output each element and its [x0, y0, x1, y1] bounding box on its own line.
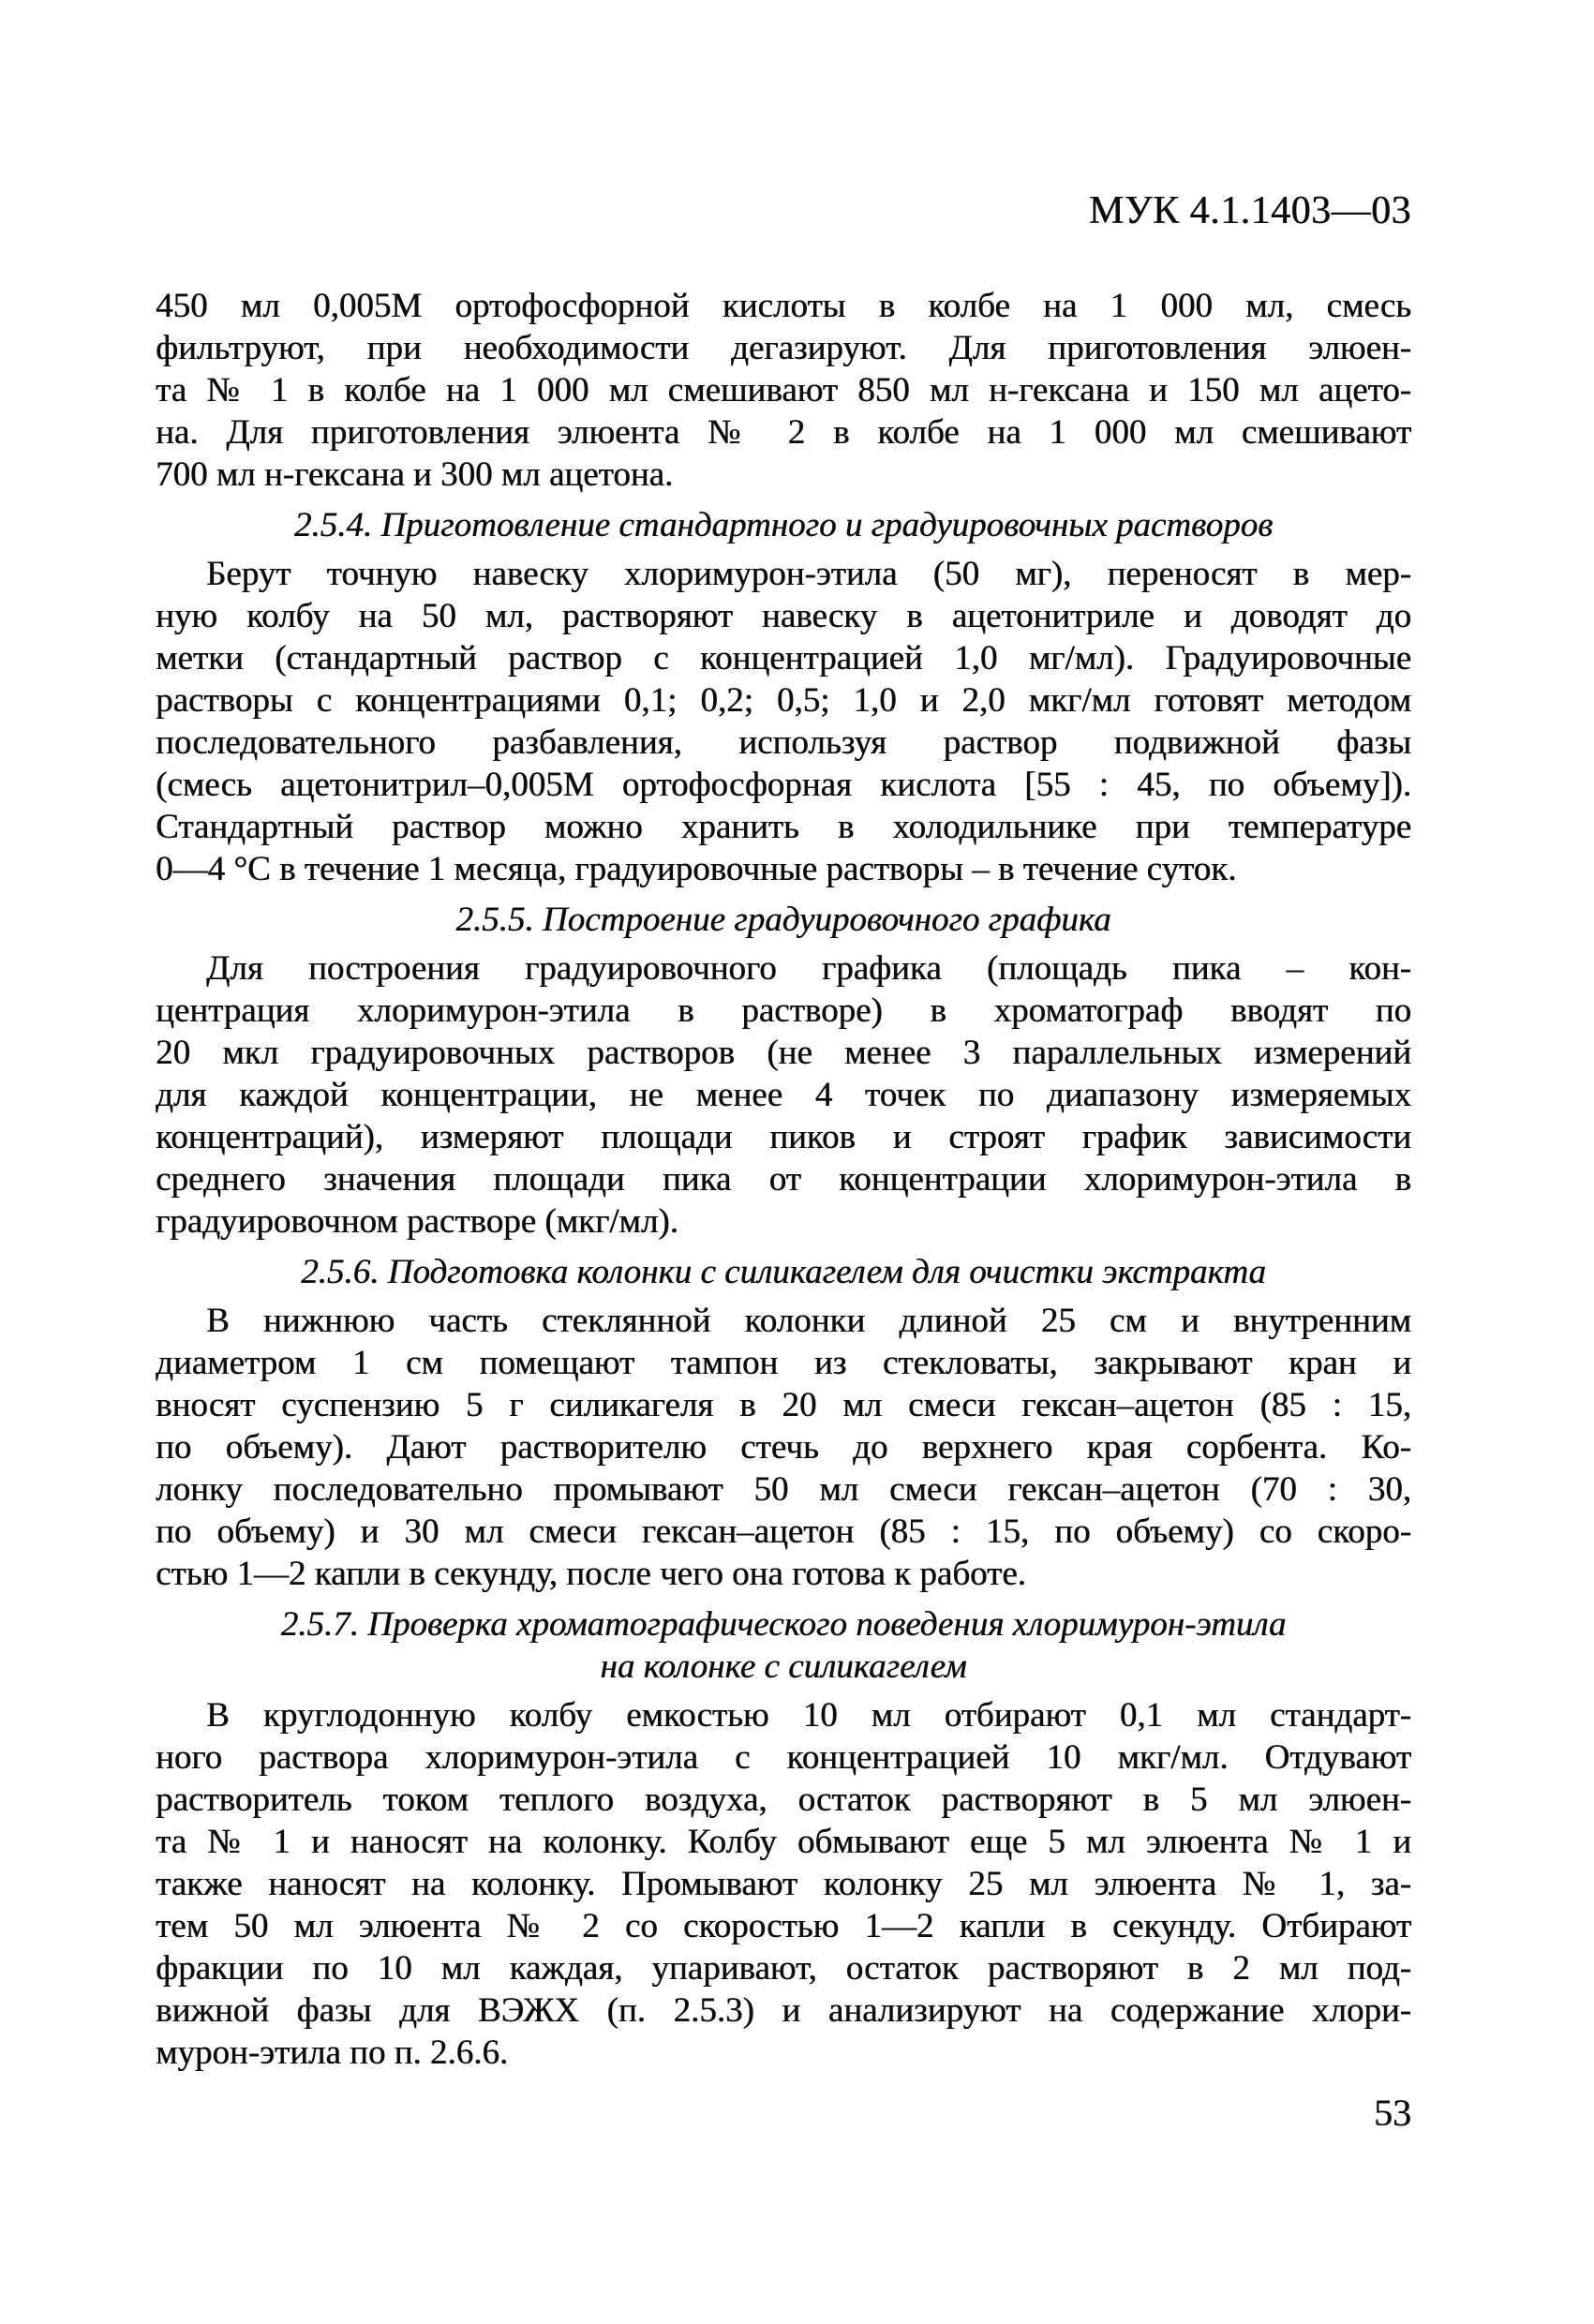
text-line: центрация хлоримурон-этила в растворе) в хроматограф вводят по — [156, 991, 1411, 1030]
text-line: вижной фазы для ВЭЖХ (п. 2.5.3) и анализируют на содержание хлори- — [156, 1991, 1411, 2030]
text-line: вносят суспензию 5 г силикагеля в 20 мл смеси гексан–ацетон (85 : 15, — [156, 1386, 1411, 1424]
paragraph — [156, 553, 1411, 890]
text-line: на. Для приготовления элюента № 2 в колбе на 1 000 мл смешивают — [156, 413, 1411, 452]
text-line: диаметром 1 см помещают тампон из стекловаты, закрывают кран и — [156, 1344, 1411, 1382]
section-heading — [156, 1251, 1411, 1293]
text-line: 700 мл н-гексана и 300 мл ацетона. — [156, 455, 674, 494]
text-line: В нижнюю часть стеклянной колонки длиной 25 см и внутренним — [206, 1302, 1411, 1340]
page-number: 53 — [1374, 2092, 1411, 2134]
text-line: тем 50 мл элюента № 2 со скоростью 1—2 капли в секунду. Отбирают — [156, 1907, 1411, 1945]
text-line: по объему). Дают растворителю стечь до верхнего края сорбента. Ко- — [156, 1428, 1411, 1467]
text-line: Берут точную навеску хлоримурон-этила (50 мг), переносят в мер- — [206, 555, 1411, 593]
text-line: растворы с концентрациями 0,1; 0,2; 0,5; 1,0 и 2,0 мкг/мл готовят методом — [156, 681, 1411, 720]
paragraph — [156, 285, 1411, 496]
text-line: концентраций), измеряют площади пиков и строят график зависимости — [156, 1118, 1411, 1156]
text-line: ную колбу на 50 мл, растворяют навеску в ацетонитриле и доводят до — [156, 597, 1411, 635]
text-line: последовательного разбавления, используя раствор подвижной фазы — [156, 723, 1411, 762]
paragraph — [156, 947, 1411, 1243]
text-line: стью 1—2 капли в секунду, после чего она готова к работе. — [156, 1555, 1026, 1593]
text-line: ного раствора хлоримурон-этила с концентрацией 10 мкг/мл. Отдувают — [156, 1738, 1411, 1777]
text-line: метки (стандартный раствор с концентрацией 1,0 мг/мл). Градуировочные — [156, 639, 1411, 678]
section-heading — [156, 1603, 1411, 1688]
heading-line: 2.5.4. Приготовление стандартного и градуировочных растворов — [293, 506, 1274, 544]
text-line: та № 1 в колбе на 1 000 мл смешивают 850 мл н-гексана и 150 мл ацето- — [156, 371, 1411, 410]
paragraph — [156, 1300, 1411, 1595]
document-code: МУК 4.1.1403—03 — [1088, 189, 1411, 232]
heading-line: 2.5.6. Подготовка колонки с силикагелем для очистки экстракта — [301, 1253, 1266, 1291]
section-heading — [156, 899, 1411, 941]
text-line: 20 мкл градуировочных растворов (не менее 3 параллельных измерений — [156, 1034, 1411, 1072]
text-line: (смесь ацетонитрил–0,005М ортофосфорная кислота [55 : 45, по объему]). — [156, 766, 1411, 804]
text-line: для каждой концентрации, не менее 4 точек по диапазону измеряемых — [156, 1076, 1411, 1114]
text-line: 0—4 °С в течение 1 месяца, градуировочные растворы – в течение суток. — [156, 850, 1237, 888]
text-line: Для построения градуировочного графика (площадь пика – кон- — [206, 949, 1411, 988]
section-heading — [156, 504, 1411, 546]
heading-line: на колонке с силикагелем — [600, 1647, 967, 1686]
text-line: также наносят на колонку. Промывают колонку 25 мл элюента № 1, за- — [156, 1865, 1411, 1903]
text-line: лонку последовательно промывают 50 мл смеси гексан–ацетон (70 : 30, — [156, 1470, 1411, 1509]
heading-line: 2.5.7. Проверка хроматографического поведения хлоримурон-этила — [280, 1605, 1287, 1644]
text-line: В круглодонную колбу емкостью 10 мл отбирают 0,1 мл стандарт- — [206, 1696, 1411, 1735]
text-body — [156, 285, 1411, 2074]
text-line: мурон-этила по п. 2.6.6. — [156, 2034, 509, 2072]
text-line: растворитель током теплого воздуха, остаток растворяют в 5 мл элюен- — [156, 1780, 1411, 1819]
paragraph — [156, 1694, 1411, 2074]
text-line: градуировочном растворе (мкг/мл). — [156, 1202, 678, 1241]
text-line: среднего значения площади пика от концентрации хлоримурон-этила в — [156, 1160, 1411, 1199]
text-line: та № 1 и наносят на колонку. Колбу обмывают еще 5 мл элюента № 1 и — [156, 1823, 1411, 1861]
text-line: фракции по 10 мл каждая, упаривают, остаток растворяют в 2 мл под- — [156, 1949, 1411, 1988]
text-line: 450 мл 0,005М ортофосфорной кислоты в колбе на 1 000 мл, смесь — [156, 287, 1411, 325]
text-line: фильтруют, при необходимости дегазируют. Для приготовления элюен- — [156, 329, 1411, 367]
heading-line: 2.5.5. Построение градуировочного графика — [455, 901, 1111, 939]
text-line: Стандартный раствор можно хранить в холодильнике при температуре — [156, 808, 1411, 846]
text-line: по объему) и 30 мл смеси гексан–ацетон (85 : 15, по объему) со скоро- — [156, 1512, 1411, 1551]
